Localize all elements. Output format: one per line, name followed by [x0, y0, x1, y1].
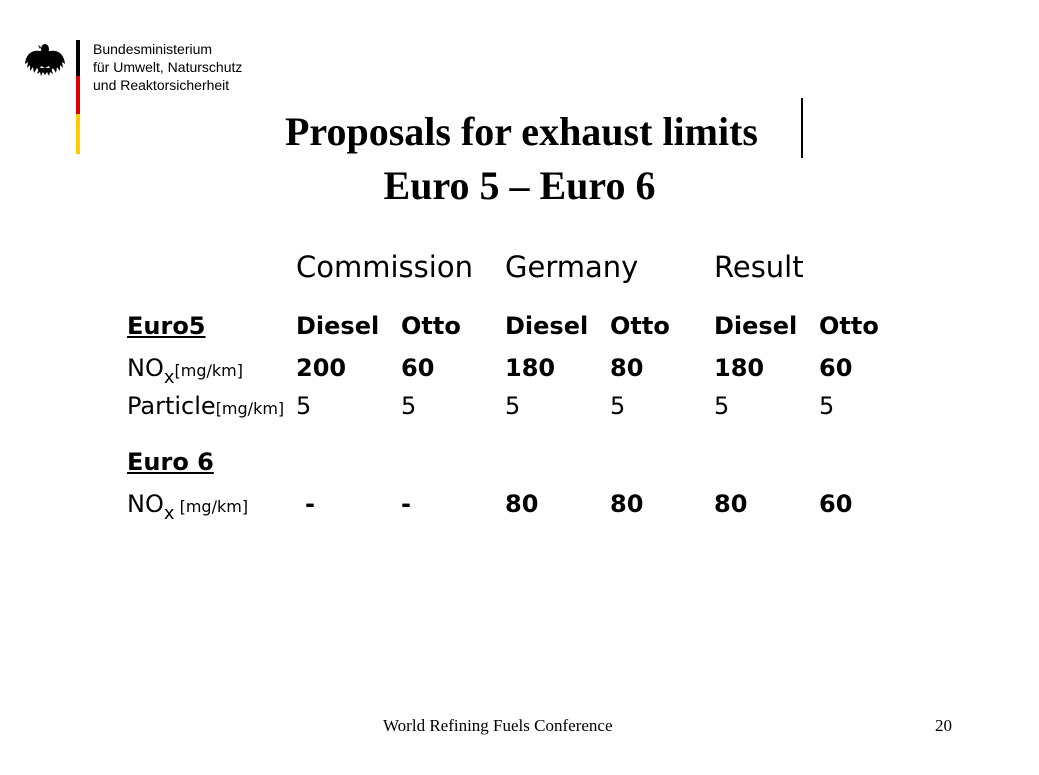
- table-cell: -: [401, 490, 411, 518]
- table-cell: 5: [401, 392, 417, 420]
- footer-conference: World Refining Fuels Conference: [383, 716, 613, 735]
- group-header-result: Result: [714, 250, 804, 284]
- nox-name: NO: [127, 490, 164, 518]
- column-header: Otto: [610, 312, 670, 340]
- page-number: 20: [935, 716, 952, 735]
- euro5-nox-label: [127, 353, 243, 386]
- nox-unit: [mg/km]: [174, 497, 249, 516]
- table-cell: 5: [610, 392, 626, 420]
- column-header: Diesel: [505, 312, 589, 340]
- table-cell: -: [305, 490, 315, 518]
- text-cursor: [801, 98, 803, 158]
- table-cell: 60: [819, 490, 853, 518]
- table-cell: 5: [714, 392, 730, 420]
- table-cell: 180: [505, 354, 556, 382]
- slide-title: Proposals for exhaust limits: [285, 109, 758, 154]
- table-cell: 80: [610, 354, 644, 382]
- column-header: Diesel: [714, 312, 798, 340]
- nox-unit: [mg/km]: [174, 361, 243, 380]
- table-cell: 5: [819, 392, 835, 420]
- table-cell: 60: [819, 354, 853, 382]
- particle-unit: [mg/km]: [215, 399, 285, 418]
- column-header: Diesel: [296, 312, 380, 340]
- nox-subscript: x: [163, 367, 175, 388]
- nox-name: NO: [127, 354, 164, 382]
- nox-subscript: x: [163, 503, 175, 524]
- eagle-icon: [25, 44, 65, 76]
- table-cell: 200: [296, 354, 347, 382]
- ministry-line: und Reaktorsicherheit: [93, 77, 230, 93]
- ministry-name: [93, 40, 242, 94]
- ministry-line: für Umwelt, Naturschutz: [93, 59, 243, 75]
- column-header: Otto: [819, 312, 879, 340]
- table-cell: 80: [610, 490, 644, 518]
- table-cell: 5: [296, 392, 312, 420]
- table-cell: 60: [401, 354, 435, 382]
- euro5-particle-label: [127, 391, 284, 424]
- group-header-commission: Commission: [296, 250, 473, 284]
- table-cell: 5: [505, 392, 521, 420]
- slide-subtitle: Euro 5 – Euro 6: [383, 163, 656, 208]
- particle-name: Particle: [127, 392, 216, 420]
- euro5-label: Euro5: [127, 312, 206, 340]
- euro6-label: Euro 6: [127, 448, 214, 476]
- table-cell: 80: [714, 490, 748, 518]
- table-cell: 180: [714, 354, 765, 382]
- group-header-germany: Germany: [505, 250, 639, 284]
- flag-black: [76, 40, 80, 76]
- ministry-line: Bundesministerium: [93, 41, 213, 57]
- table-cell: 80: [505, 490, 539, 518]
- euro6-nox-label: [127, 489, 248, 522]
- column-header: Otto: [401, 312, 461, 340]
